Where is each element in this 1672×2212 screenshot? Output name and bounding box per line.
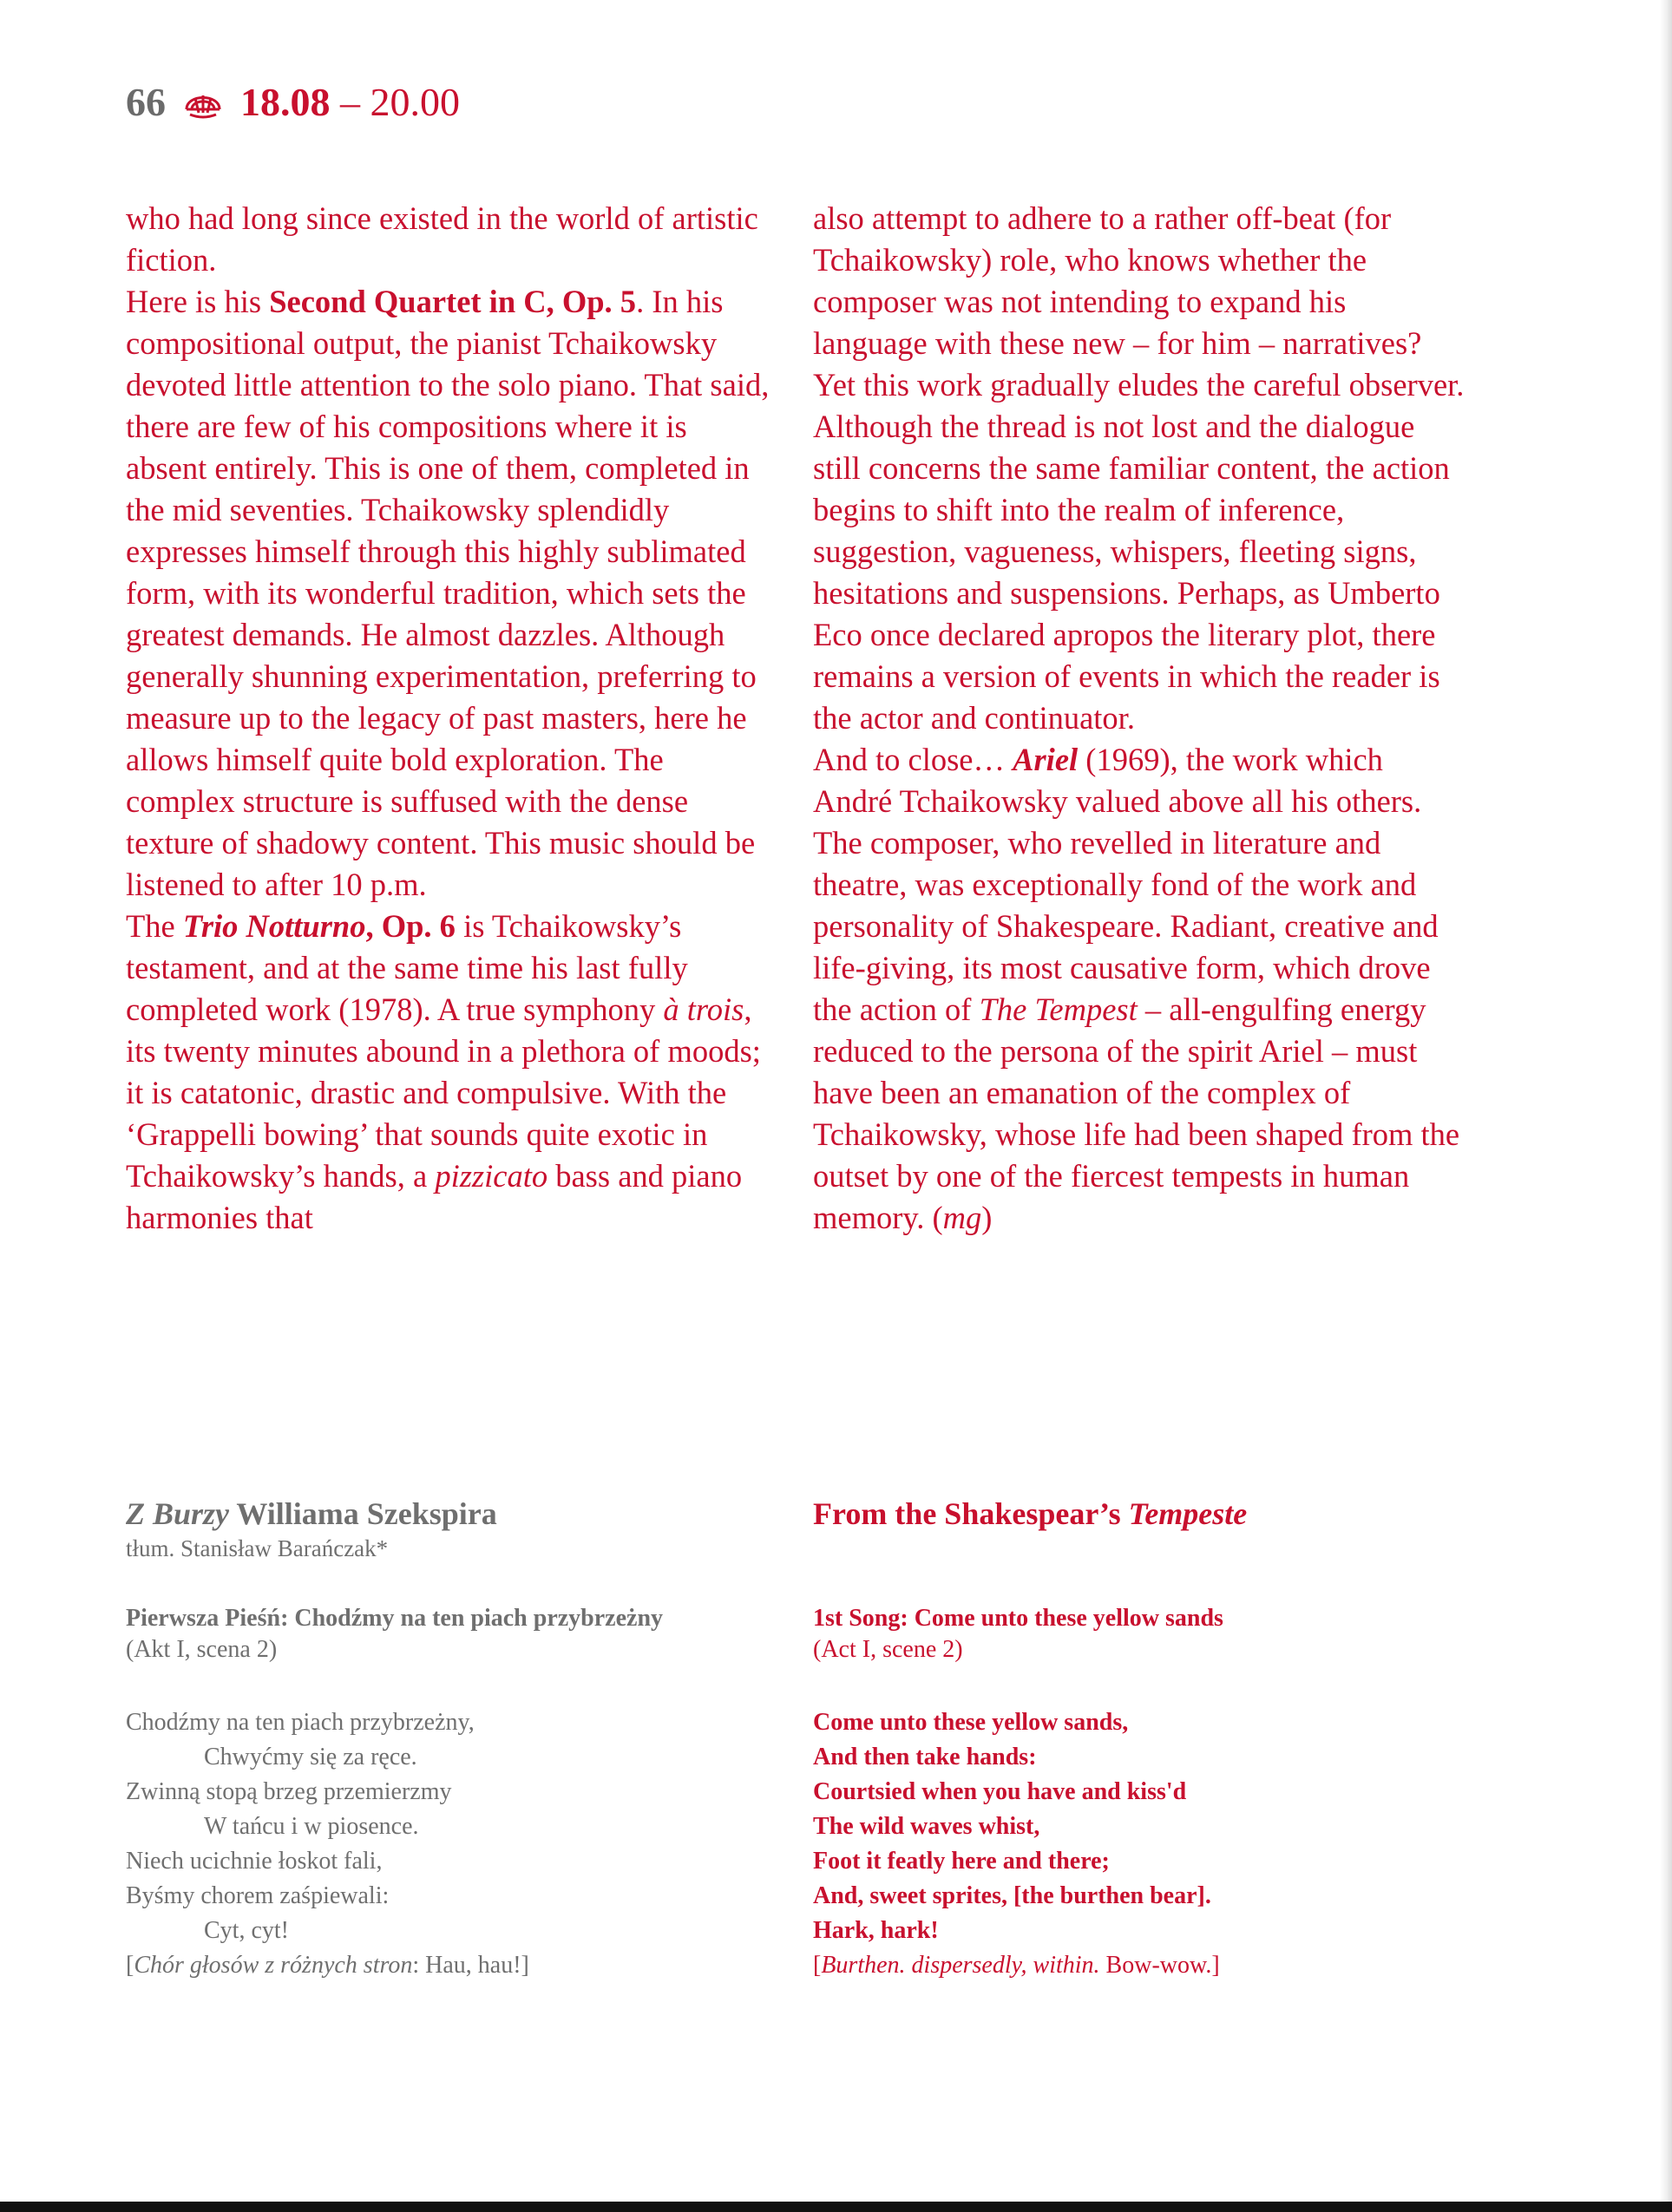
polish-poem	[126, 1494, 785, 1983]
header-dash: –	[330, 80, 370, 124]
paragraph: Here is his Second Quartet in C, Op. 5. In his compositional output, the pianist Tchaikowsky devoted little attention to the solo piano. That said, there are few of his compositions where it is absent entirely. This is one of them, completed in the mid seventies. Tchaikowsky splendidly expresses himself through this highly sublimated form, with its wonderful tradition, which sets the greatest demands. He almost dazzles. Although generally shunning experimentation, preferring to measure up to the legacy of past masters, here he allows himself quite bold exploration. The complex structure is suffused with the dense texture of shadowy content. This music should be listened to after 10 p.m.	[126, 284, 770, 902]
verse-line: And then take hands:	[813, 1744, 1037, 1770]
page-edge-shadow	[1660, 0, 1672, 2212]
verse-line: The wild waves whist,	[813, 1813, 1040, 1840]
right-text-column	[813, 198, 1468, 1239]
verse-line: Foot it featly here and there;	[813, 1848, 1110, 1875]
author-signature: mg	[942, 1200, 982, 1235]
song-act: (Akt I, scena 2)	[126, 1636, 278, 1663]
verse-line: Hark, hark!	[813, 1917, 939, 1944]
page-header	[126, 76, 460, 128]
poem-title: Z Burzy Williama Szekspira	[126, 1496, 497, 1531]
paragraph: also attempt to adhere to a rather off-beat (for Tchaikowsky) role, who knows whether the composer was not intending to expand his language with these new – for him – narratives? Yet this work gradually eludes the careful observer. Although the thread is not lost and the dialogue still concerns the same familiar content, the action begins to shift into the realm of inference, suggestion, vagueness, whispers, fleeting signs, hesitations and suspensions. Perhaps, as Umberto Eco once declared apropos the literary plot, there remains a version of events in which the reader is the actor and continuator.	[813, 200, 1465, 736]
verse-line: [Chór głosów z różnych stron: Hau, hau!]	[126, 1952, 529, 1979]
left-text-column	[126, 198, 772, 1239]
work-title: Trio Notturno	[182, 908, 366, 944]
work-title: Ariel	[1013, 742, 1079, 777]
verse-line: Come unto these yellow sands,	[813, 1709, 1129, 1736]
song-title: Pierwsza Pieśń: Chodźmy na ten piach przybrzeżny	[126, 1605, 664, 1632]
work-title: Second Quartet in C, Op. 5	[269, 284, 637, 319]
english-poem	[813, 1494, 1472, 1983]
song-act: (Act I, scene 2)	[813, 1636, 963, 1663]
verse-line: And, sweet sprites, [the burthen bear].	[813, 1882, 1211, 1909]
shell-ornament-icon	[181, 83, 225, 121]
verse	[126, 1705, 785, 1983]
verse-line: Niech ucichnie łoskot fali,	[126, 1848, 383, 1875]
verse-line: W tańcu i w piosence.	[204, 1813, 419, 1840]
page-number: 66	[126, 80, 166, 124]
translator-credit-spacer	[813, 1534, 1472, 1563]
paragraph: The Trio Notturno, Op. 6 is Tchaikowsky’s testament, and at the same time his last fully completed work (1978). A true symphony à trois, its twenty minutes abound in a plethora of moods; it is catatonic, drastic and compulsive. With the ‘Grappelli bowing’ that sounds quite exotic in Tchaikowsky’s hands, a pizzicato bass and piano harmonies that	[126, 908, 761, 1235]
translator-credit: tłum. Stanisław Barańczak*	[126, 1535, 389, 1561]
event-date: 18.08	[240, 80, 331, 124]
verse-line: Byśmy chorem zaśpiewali:	[126, 1882, 390, 1909]
verse-line: [Burthen. dispersedly, within. Bow-wow.]	[813, 1952, 1220, 1979]
event-time: 20.00	[370, 80, 460, 124]
song-title: 1st Song: Come unto these yellow sands	[813, 1605, 1223, 1632]
paragraph: And to close… Ariel (1969), the work which André Tchaikowsky valued above all his others. The composer, who revelled in literature and theatre, was exceptionally fond of the work and personality of Shakespeare. Radiant, creative and life-giving, its most causative form, which drove the action of The Tempest – all-engulfing energy reduced to the persona of the spirit Ariel – must have been an emanation of the complex of Tchaikowsky, whose life had been shaped from the outset by one of the fiercest tempests in human memory. (mg)	[813, 742, 1460, 1235]
verse-line: Zwinną stopą brzeg przemierzmy	[126, 1778, 452, 1805]
paragraph: who had long since existed in the world of artistic fiction.	[126, 200, 758, 278]
verse-line: Chwyćmy się za ręce.	[204, 1744, 417, 1770]
poem-title: From the Shakespear’s Tempeste	[813, 1496, 1248, 1531]
scan-bottom-edge	[0, 2202, 1672, 2212]
verse-line: Cyt, cyt!	[204, 1917, 289, 1944]
verse-line: Chodźmy na ten piach przybrzeżny,	[126, 1709, 475, 1736]
verse	[813, 1705, 1472, 1983]
verse-line: Courtsied when you have and kiss'd	[813, 1778, 1187, 1805]
